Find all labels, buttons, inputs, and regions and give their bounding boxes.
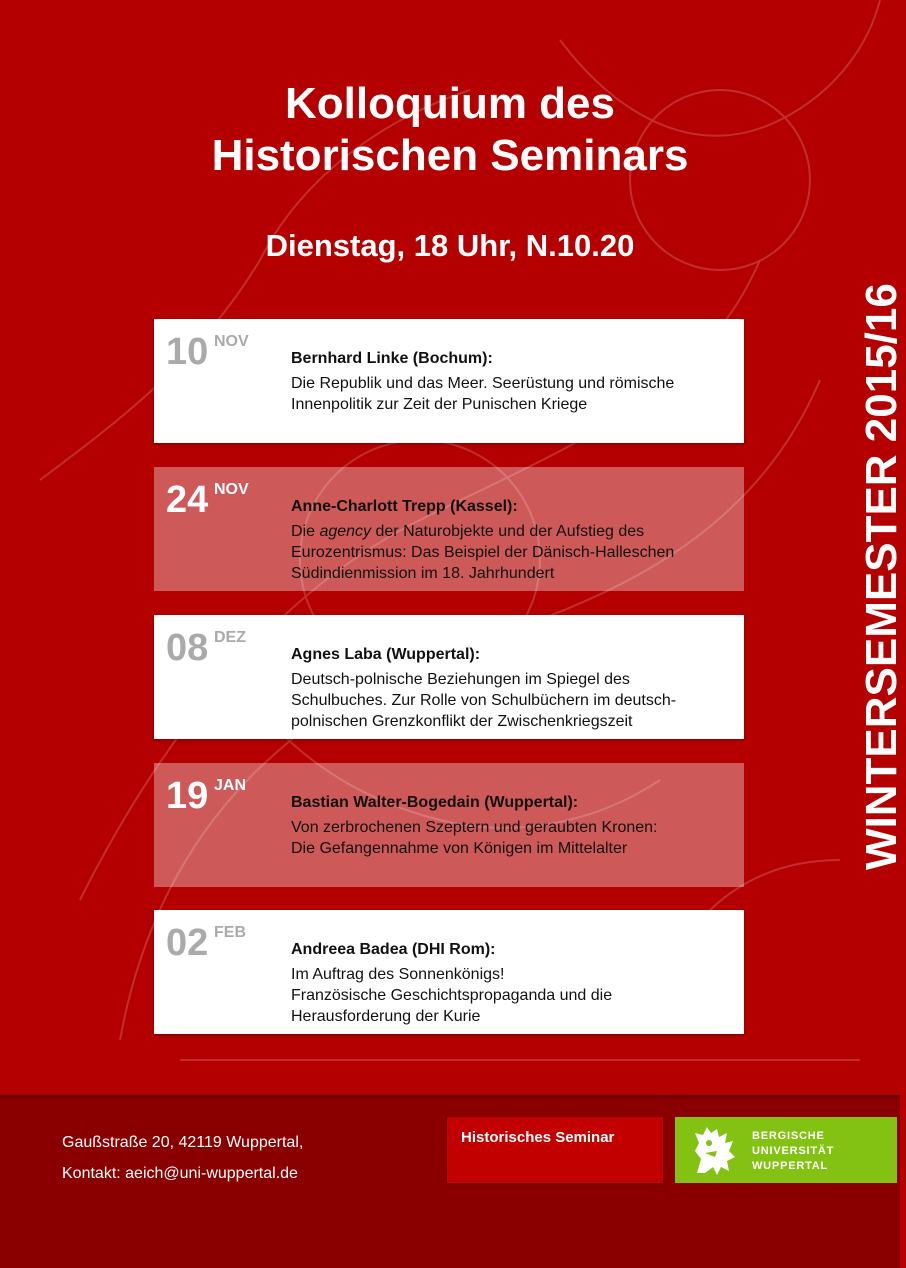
talk-line: Eurozentrismus: Das Beispiel der Dänisch-Halleschen	[291, 544, 675, 561]
event-talk-title	[291, 669, 736, 732]
event-speaker: Bernhard Linke (Bochum):	[291, 350, 493, 367]
talk-line: Innenpolitik zur Zeit der Punischen Kriege	[291, 396, 588, 413]
event-talk-title	[291, 964, 736, 1027]
talk-line: Herausforderung der Kurie	[291, 1008, 481, 1025]
event-card-2	[154, 467, 744, 591]
page-title	[0, 78, 900, 182]
talk-text: Die	[291, 523, 320, 540]
event-speaker: Andreea Badea (DHI Rom):	[291, 941, 496, 958]
event-month: DEZ	[214, 629, 246, 646]
event-card-3	[154, 615, 744, 739]
university-name	[752, 1129, 834, 1174]
event-day: 19	[166, 775, 209, 817]
event-speaker: Anne-Charlott Trepp (Kassel):	[291, 498, 518, 515]
talk-line: Schulbuches. Zur Rolle von Schulbüchern im deutsch-	[291, 692, 677, 709]
event-card-1	[154, 319, 744, 443]
talk-line: Französische Geschichtspropaganda und die	[291, 987, 613, 1004]
talk-line: Deutsch-polnische Beziehungen im Spiegel des	[291, 671, 630, 688]
event-speaker: Bastian Walter-Bogedain (Wuppertal):	[291, 794, 579, 811]
talk-line: Südindienmission im 18. Jahrhundert	[291, 565, 555, 582]
university-logo	[675, 1117, 897, 1183]
university-name-line: WUPPERTAL	[752, 1160, 829, 1172]
talk-line: Die Republik und das Meer. Seerüstung und römische	[291, 375, 675, 392]
talk-line	[291, 521, 736, 542]
talk-emphasis: agency	[319, 523, 372, 540]
talk-line: Von zerbrochenen Szeptern und geraubten Kronen:	[291, 819, 658, 836]
title-line-2: Historischen Seminars	[211, 131, 689, 180]
lion-icon	[687, 1121, 741, 1179]
talk-line: polnischen Grenzkonflikt der Zwischenkriegszeit	[291, 713, 633, 730]
event-card-5	[154, 910, 744, 1034]
event-day: 10	[166, 331, 209, 373]
title-line-1: Kolloquium des	[285, 79, 615, 128]
semester-label: WINTERSEMESTER 2015/16	[857, 283, 906, 870]
talk-line: Im Auftrag des Sonnenkönigs!	[291, 966, 505, 983]
event-talk-title	[291, 373, 736, 415]
event-month: FEB	[214, 924, 246, 941]
event-card-4	[154, 763, 744, 887]
footer-address: Gaußstraße 20, 42119 Wuppertal,	[62, 1134, 304, 1151]
seminar-label: Historisches Seminar	[461, 1129, 615, 1146]
event-day: 08	[166, 627, 209, 669]
event-talk-title	[291, 521, 736, 584]
footer-contact[interactable]: Kontakt: aeich@uni-wuppertal.de	[62, 1165, 298, 1182]
event-talk-title	[291, 817, 736, 859]
event-month: NOV	[214, 333, 249, 350]
talk-text: der Naturobjekte und der Aufstieg des	[371, 523, 645, 540]
schedule-subtitle: Dienstag, 18 Uhr, N.10.20	[265, 228, 635, 263]
university-name-line: BERGISCHE	[752, 1130, 825, 1142]
talk-line: Die Gefangennahme von Königen im Mittelalter	[291, 840, 628, 857]
event-month: JAN	[214, 777, 247, 794]
historisches-seminar-logo	[447, 1117, 663, 1183]
event-month: NOV	[214, 481, 249, 498]
university-name-line: UNIVERSITÄT	[752, 1145, 835, 1157]
event-day: 02	[166, 922, 209, 964]
event-day: 24	[166, 479, 209, 521]
event-speaker: Agnes Laba (Wuppertal):	[291, 646, 481, 663]
